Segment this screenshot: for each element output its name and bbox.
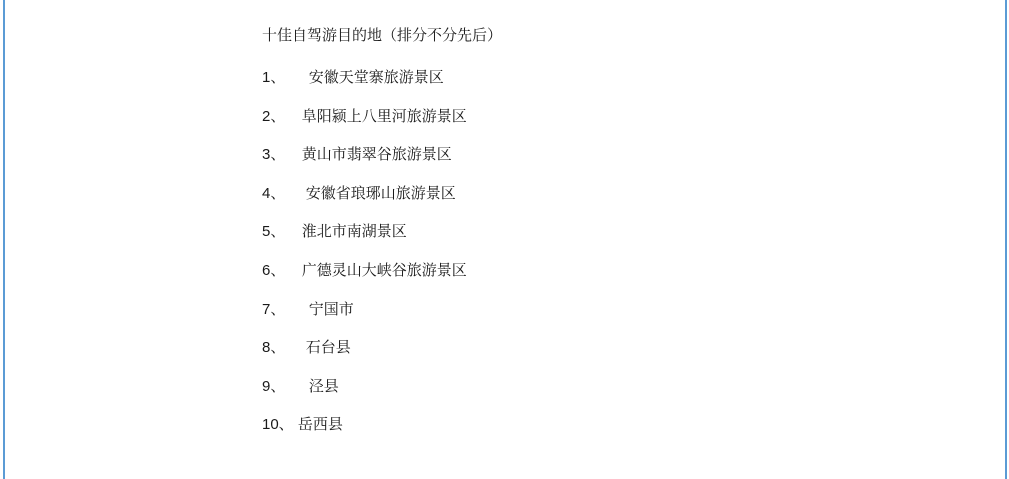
list-item-label: 泾县: [308, 377, 339, 395]
list-item: [262, 145, 942, 165]
list-item-index: 4、: [262, 184, 286, 202]
list-item-label: 岳西县: [297, 416, 343, 434]
list-item: [262, 415, 942, 435]
list-item-index: 8、: [262, 339, 286, 357]
list-item-index: 3、: [262, 146, 286, 164]
list-item-label: 安徽天堂寨旅游景区: [308, 69, 444, 86]
list-item: [262, 338, 942, 358]
list-item: [262, 261, 942, 281]
list-item-index: 2、: [262, 107, 286, 125]
list-item-label: 广德灵山大峡谷旅游景区: [301, 261, 467, 279]
list-item-index: 5、: [262, 223, 286, 241]
list-item-index: 6、: [262, 261, 286, 279]
list-item: [262, 184, 942, 204]
list-item-label: 黄山市翡翠谷旅游景区: [301, 146, 452, 164]
list-item: [262, 68, 942, 88]
list-item-index: 7、: [262, 300, 286, 318]
list-item-label: 宁国市: [308, 300, 354, 318]
list-item: [262, 222, 942, 242]
list-item-index: 10、: [262, 416, 294, 434]
list-item-label: 淮北市南湖景区: [301, 223, 407, 241]
list-item: [262, 107, 942, 127]
page-title: 十佳自驾游目的地（排分不分先后）: [262, 27, 503, 44]
ranking-list: [262, 68, 942, 435]
left-page-rule: [3, 0, 5, 479]
list-item-label: 石台县: [305, 339, 351, 357]
right-page-rule: [1005, 0, 1007, 479]
list-item-index: 1、: [262, 69, 286, 86]
document-content: [262, 26, 942, 454]
list-item: [262, 300, 942, 320]
list-item: [262, 377, 942, 397]
list-item-index: 9、: [262, 377, 286, 395]
list-item-label: 安徽省琅琊山旅游景区: [305, 184, 456, 202]
list-item-label: 阜阳颍上八里河旅游景区: [301, 107, 467, 125]
